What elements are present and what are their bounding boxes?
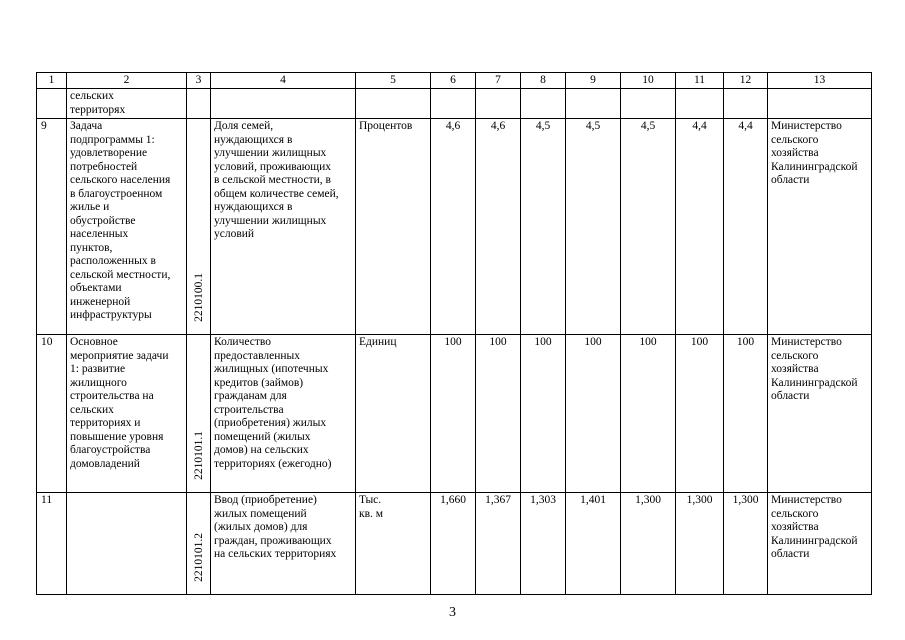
value-cell: 100 (676, 335, 724, 493)
value-cell: 100 (476, 335, 521, 493)
column-number: 8 (521, 73, 566, 89)
row-number: 11 (37, 493, 67, 595)
row-name: Основное мероприятие задачи 1: развитие жилищного строительства на сельских территориях и повышение уровня благоустройства домовладений (67, 335, 187, 493)
value-cell: 1,300 (724, 493, 768, 595)
executor: Министерство сельского хозяйства Калининградской области (768, 493, 872, 595)
column-number: 12 (724, 73, 768, 89)
value-cell: 1,300 (621, 493, 676, 595)
column-number: 9 (566, 73, 621, 89)
indicator-name: Количество предоставленных жилищных (ипотечных кредитов (займов) гражданам для строительства (приобретения) жилых помещений (жилых домов) на сельских территориях (ежегодно) (211, 335, 356, 493)
continued-name-text: сельских территорях (67, 89, 187, 119)
indicators-table (36, 72, 872, 595)
value-cell: 1,660 (431, 493, 476, 595)
column-number: 4 (211, 73, 356, 89)
column-number: 5 (356, 73, 431, 89)
column-number: 11 (676, 73, 724, 89)
column-number: 3 (187, 73, 211, 89)
column-number-row (37, 73, 872, 89)
value-cell: 4,6 (431, 119, 476, 335)
table-row (37, 493, 872, 595)
row-name (67, 493, 187, 595)
value-cell: 1,300 (676, 493, 724, 595)
column-number: 7 (476, 73, 521, 89)
indicator-name: Ввод (приобретение) жилых помещений (жилых домов) для граждан, проживающих на сельских территориях (211, 493, 356, 595)
value-cell: 1,367 (476, 493, 521, 595)
value-cell: 4,5 (621, 119, 676, 335)
value-cell: 4,4 (676, 119, 724, 335)
table-row (37, 119, 872, 335)
row-code: 2210101.1 (193, 430, 205, 480)
value-cell: 4,5 (566, 119, 621, 335)
value-cell: 100 (724, 335, 768, 493)
row-code: 2210100.1 (193, 272, 205, 322)
column-number: 1 (37, 73, 67, 89)
executor: Министерство сельского хозяйства Калининградской области (768, 119, 872, 335)
continuation-row (37, 89, 872, 119)
unit: Тыс. кв. м (356, 493, 431, 595)
value-cell: 4,6 (476, 119, 521, 335)
row-number: 10 (37, 335, 67, 493)
unit: Процентов (356, 119, 431, 335)
value-cell: 100 (566, 335, 621, 493)
value-cell: 100 (431, 335, 476, 493)
column-number: 10 (621, 73, 676, 89)
executor: Министерство сельского хозяйства Калининградской области (768, 335, 872, 493)
row-number: 9 (37, 119, 67, 335)
table-row (37, 335, 872, 493)
column-number: 13 (768, 73, 872, 89)
row-code: 2210101.2 (193, 532, 205, 582)
value-cell: 100 (621, 335, 676, 493)
row-name: Задача подпрограммы 1: удовлетворение потребностей сельского населения в благоустроенном жилье и обустройстве населенных пунктов, расположенных в сельской местности, объектами инженерной инфраструктуры (67, 119, 187, 335)
value-cell: 100 (521, 335, 566, 493)
column-number: 6 (431, 73, 476, 89)
column-number: 2 (67, 73, 187, 89)
page-number: 3 (449, 605, 456, 620)
value-cell: 1,401 (566, 493, 621, 595)
unit: Единиц (356, 335, 431, 493)
indicator-name: Доля семей, нуждающихся в улучшении жилищных условий, проживающих в сельской местности, в общем количестве семей, нуждающихся в улучшении жилищных условий (211, 119, 356, 335)
value-cell: 1,303 (521, 493, 566, 595)
value-cell: 4,4 (724, 119, 768, 335)
value-cell: 4,5 (521, 119, 566, 335)
